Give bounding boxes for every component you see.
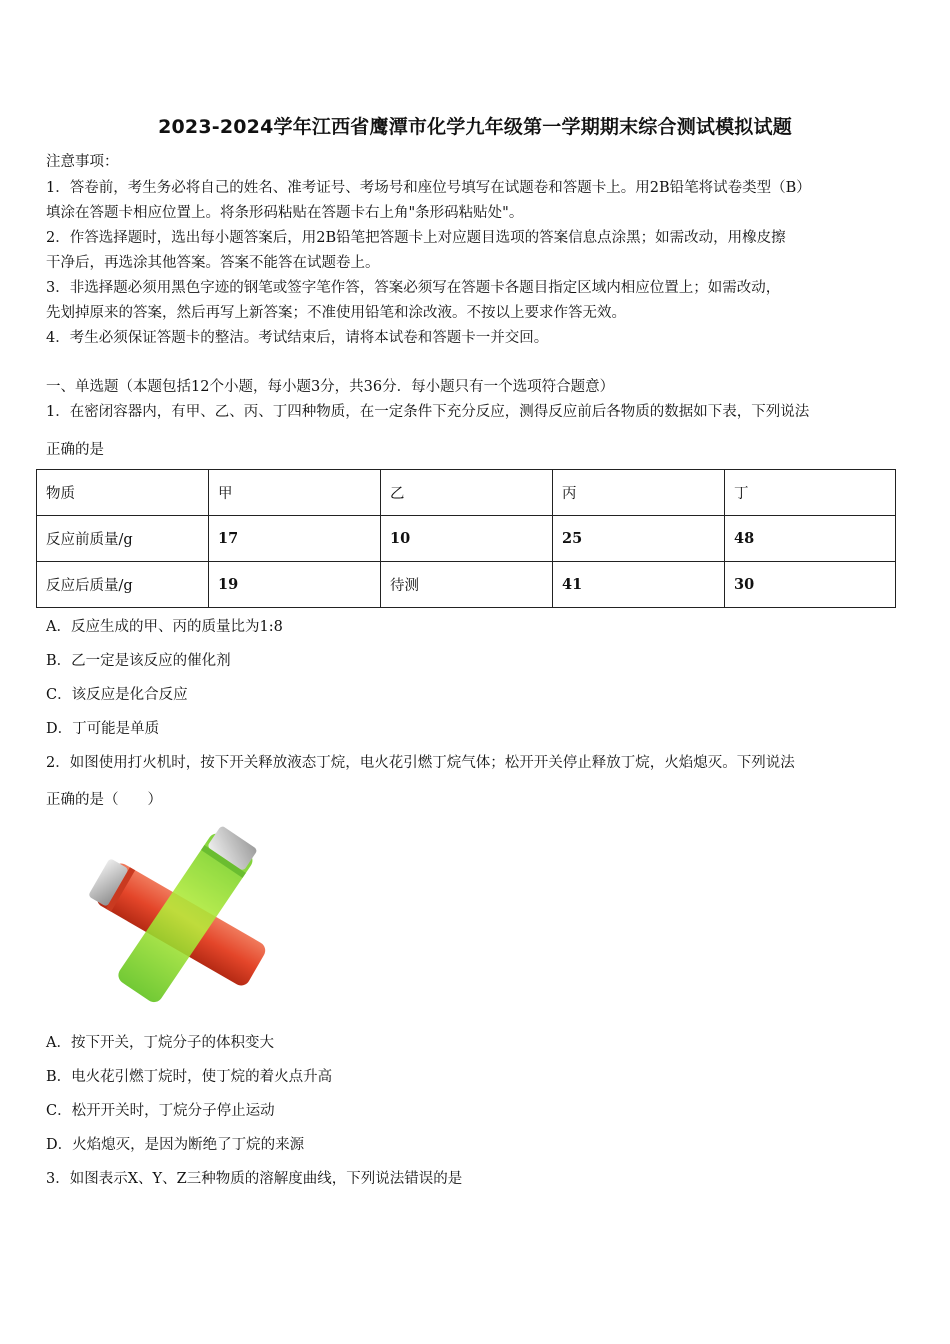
question-2-option-d: D．火焰熄灭，是因为断绝了丁烷的来源 [46, 1137, 305, 1153]
table-cell: 25 [553, 516, 725, 562]
table-cell: 48 [725, 516, 896, 562]
table-header-row [37, 470, 896, 516]
notice-line: 先划掉原来的答案，然后再写上新答案；不准使用铅笔和涂改液。不按以上要求作答无效。 [46, 305, 626, 321]
notice-heading: 注意事项： [46, 154, 119, 170]
question-2-option-c: C．松开开关时，丁烷分子停止运动 [46, 1103, 275, 1119]
notice-line: 填涂在答题卡相应位置上。将条形码粘贴在答题卡右上角"条形码粘贴处"。 [46, 205, 524, 221]
page-title: 2023-2024学年江西省鹰潭市化学九年级第一学期期末综合测试模拟试题 [158, 116, 792, 138]
question-1-option-c: C．该反应是化合反应 [46, 687, 188, 703]
table-cell: 10 [381, 516, 553, 562]
table-cell: 反应前质量/g [37, 516, 209, 562]
section-heading: 一、单选题（本题包括12个小题，每小题3分，共36分．每小题只有一个选项符合题意） [46, 379, 615, 395]
notice-line: 4．考生必须保证答题卡的整洁。考试结束后，请将本试卷和答题卡一并交回。 [46, 330, 549, 346]
table-cell: 乙 [381, 470, 553, 516]
question-2-option-a: A．按下开关，丁烷分子的体积变大 [46, 1035, 274, 1051]
notice-line: 2．作答选择题时，选出每小题答案后，用2B铅笔把答题卡上对应题目选项的答案信息点涂黑；如需改动，用橡皮擦 [46, 230, 786, 246]
question-1-stem-cont: 正确的是 [46, 442, 104, 458]
notice-line: 3．非选择题必须用黑色字迹的钢笔或签字笔作答，答案必须写在答题卡各题目指定区域内相应位置上；如需改动， [46, 280, 781, 296]
lighter-illustration [82, 825, 287, 1015]
table-cell: 19 [209, 562, 381, 608]
table-cell: 丁 [725, 470, 896, 516]
notice-line: 1．答卷前，考生务必将自己的姓名、准考证号、考场号和座位号填写在试题卷和答题卡上。用2B铅笔将试卷类型（B） [46, 180, 811, 196]
table-cell: 丙 [553, 470, 725, 516]
question-2-stem: 2．如图使用打火机时，按下开关释放液态丁烷，电火花引燃丁烷气体；松开开关停止释放丁烷，火焰熄灭。下列说法 [46, 755, 795, 771]
table-cell: 甲 [209, 470, 381, 516]
table-cell: 待测 [381, 562, 553, 608]
table-cell: 30 [725, 562, 896, 608]
notice-line: 干净后，再选涂其他答案。答案不能答在试题卷上。 [46, 255, 380, 271]
table-cell: 反应后质量/g [37, 562, 209, 608]
question-1-option-a: A．反应生成的甲、丙的质量比为1:8 [46, 619, 283, 635]
table-cell: 41 [553, 562, 725, 608]
table-row [37, 562, 896, 608]
question-3-stem: 3．如图表示X、Y、Z三种物质的溶解度曲线，下列说法错误的是 [46, 1171, 463, 1187]
question-2-stem-cont: 正确的是（ ） [46, 792, 162, 808]
question-1-option-b: B．乙一定是该反应的催化剂 [46, 653, 231, 669]
table-cell: 17 [209, 516, 381, 562]
table-cell: 物质 [37, 470, 209, 516]
table-row [37, 516, 896, 562]
question-1-stem: 1．在密闭容器内，有甲、乙、丙、丁四种物质，在一定条件下充分反应，测得反应前后各物质的数据如下表，下列说法 [46, 404, 810, 420]
question-1-option-d: D．丁可能是单质 [46, 721, 160, 737]
data-table [36, 469, 896, 608]
question-2-option-b: B．电火花引燃丁烷时，使丁烷的着火点升高 [46, 1069, 333, 1085]
